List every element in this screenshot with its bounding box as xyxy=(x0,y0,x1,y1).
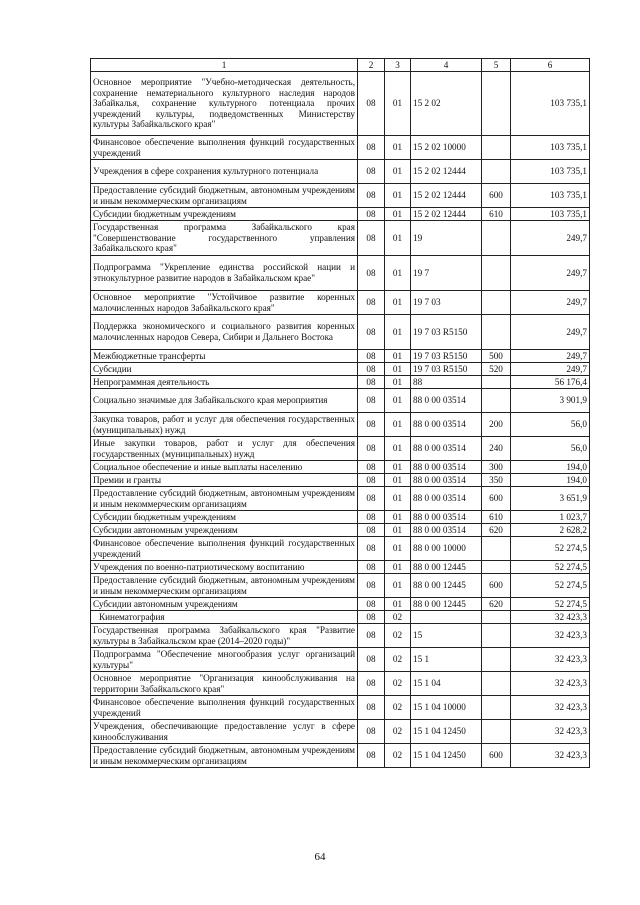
cell-amount: 103 735,1 xyxy=(511,72,590,136)
table-row xyxy=(91,184,590,208)
cell-amount: 32 423,3 xyxy=(511,720,590,744)
cell-target-article: 88 0 00 03514 xyxy=(411,389,482,413)
table-row xyxy=(91,363,590,376)
table-row xyxy=(91,376,590,389)
cell-subsection: 01 xyxy=(385,474,411,487)
cell-section: 08 xyxy=(358,413,385,437)
column-header-3: 3 xyxy=(385,59,411,72)
cell-target-article: 88 0 00 12445 xyxy=(411,561,482,574)
cell-target-article: 15 1 04 12450 xyxy=(411,720,482,744)
cell-amount: 32 423,3 xyxy=(511,611,590,624)
cell-expense-type xyxy=(482,136,511,160)
cell-expense-type: 350 xyxy=(482,474,511,487)
table-row xyxy=(91,720,590,744)
cell-expense-type xyxy=(482,160,511,184)
cell-amount: 3 901,9 xyxy=(511,389,590,413)
table-row xyxy=(91,315,590,350)
cell-name: Финансовое обеспечение выполнения функций государственных учреждений xyxy=(91,696,358,720)
cell-subsection: 01 xyxy=(385,72,411,136)
cell-target-article: 88 0 00 03514 xyxy=(411,511,482,524)
cell-expense-type: 300 xyxy=(482,461,511,474)
cell-name: Кинематография xyxy=(91,611,358,624)
cell-expense-type xyxy=(482,624,511,648)
cell-name: Непрограммная деятельность xyxy=(91,376,358,389)
cell-expense-type: 200 xyxy=(482,413,511,437)
cell-amount: 249,7 xyxy=(511,363,590,376)
cell-name: Субсидии автономным учреждениям xyxy=(91,524,358,537)
cell-name: Социальное обеспечение и иные выплаты населению xyxy=(91,461,358,474)
cell-expense-type: 620 xyxy=(482,598,511,611)
cell-section: 08 xyxy=(358,363,385,376)
cell-expense-type: 600 xyxy=(482,184,511,208)
table-row xyxy=(91,648,590,672)
cell-subsection: 01 xyxy=(385,350,411,363)
cell-section: 08 xyxy=(358,487,385,511)
cell-expense-type xyxy=(482,696,511,720)
cell-section: 08 xyxy=(358,256,385,291)
cell-section: 08 xyxy=(358,136,385,160)
cell-section: 08 xyxy=(358,160,385,184)
column-header-6: 6 xyxy=(511,59,590,72)
cell-section: 08 xyxy=(358,184,385,208)
column-header-2: 2 xyxy=(358,59,385,72)
cell-section: 08 xyxy=(358,350,385,363)
cell-name: Учреждения, обеспечивающие предоставление услуг в сфере кинообслуживания xyxy=(91,720,358,744)
table-row xyxy=(91,291,590,315)
table-row xyxy=(91,208,590,221)
cell-target-article: 15 1 04 10000 xyxy=(411,696,482,720)
cell-target-article: 15 2 02 10000 xyxy=(411,136,482,160)
cell-target-article: 88 xyxy=(411,376,482,389)
cell-amount: 103 735,1 xyxy=(511,184,590,208)
cell-expense-type: 520 xyxy=(482,363,511,376)
cell-subsection: 01 xyxy=(385,136,411,160)
table-row xyxy=(91,350,590,363)
table-row xyxy=(91,537,590,561)
cell-name: Субсидии xyxy=(91,363,358,376)
cell-amount: 249,7 xyxy=(511,350,590,363)
cell-amount: 56,0 xyxy=(511,413,590,437)
table-row xyxy=(91,487,590,511)
cell-amount: 56 176,4 xyxy=(511,376,590,389)
cell-section: 08 xyxy=(358,744,385,768)
table-row xyxy=(91,598,590,611)
table-row xyxy=(91,461,590,474)
cell-section: 08 xyxy=(358,437,385,461)
cell-subsection: 01 xyxy=(385,413,411,437)
cell-expense-type: 620 xyxy=(482,524,511,537)
cell-subsection: 01 xyxy=(385,184,411,208)
cell-target-article: 19 7 03 R5150 xyxy=(411,363,482,376)
cell-expense-type xyxy=(482,648,511,672)
table-row xyxy=(91,624,590,648)
cell-expense-type xyxy=(482,291,511,315)
cell-section: 08 xyxy=(358,672,385,696)
cell-name: Межбюджетные трансферты xyxy=(91,350,358,363)
cell-target-article: 15 2 02 xyxy=(411,72,482,136)
cell-target-article: 88 0 00 12445 xyxy=(411,598,482,611)
table-row xyxy=(91,437,590,461)
table-body xyxy=(91,72,590,768)
table-row xyxy=(91,413,590,437)
cell-expense-type xyxy=(482,561,511,574)
cell-expense-type xyxy=(482,221,511,256)
cell-subsection: 02 xyxy=(385,648,411,672)
cell-expense-type xyxy=(482,389,511,413)
cell-section: 08 xyxy=(358,574,385,598)
cell-name: Учреждения в сфере сохранения культурного потенциала xyxy=(91,160,358,184)
table-row xyxy=(91,611,590,624)
cell-target-article: 88 0 00 03514 xyxy=(411,461,482,474)
cell-subsection: 02 xyxy=(385,744,411,768)
cell-target-article: 15 xyxy=(411,624,482,648)
cell-name: Государственная программа Забайкальского края "Развитие культуры в Забайкальском крае (2014–2020 годы)" xyxy=(91,624,358,648)
cell-subsection: 01 xyxy=(385,376,411,389)
cell-section: 08 xyxy=(358,221,385,256)
table-row xyxy=(91,221,590,256)
cell-name: Субсидии бюджетным учреждениям xyxy=(91,511,358,524)
cell-name: Поддержка экономического и социального развития коренных малочисленных народов Севера, Сибири и Дальнего Востока xyxy=(91,315,358,350)
cell-expense-type xyxy=(482,672,511,696)
table-row xyxy=(91,136,590,160)
cell-amount: 194,0 xyxy=(511,474,590,487)
cell-amount: 52 274,5 xyxy=(511,574,590,598)
cell-target-article xyxy=(411,611,482,624)
cell-section: 08 xyxy=(358,376,385,389)
cell-expense-type xyxy=(482,720,511,744)
cell-name: Премии и гранты xyxy=(91,474,358,487)
cell-target-article: 88 0 00 03514 xyxy=(411,524,482,537)
cell-subsection: 02 xyxy=(385,624,411,648)
cell-subsection: 01 xyxy=(385,208,411,221)
cell-subsection: 01 xyxy=(385,256,411,291)
page-number: 64 xyxy=(314,851,326,863)
cell-name: Основное мероприятие "Учебно-методическая деятельность, сохранение нематериального культурного наследия народов Забайкалья, сохранение культурного потенциала прочих учреждений культуры, подведомственных Министерству культуры Забайкальского края" xyxy=(91,72,358,136)
cell-target-article: 15 1 04 xyxy=(411,672,482,696)
cell-expense-type xyxy=(482,315,511,350)
cell-amount: 3 651,9 xyxy=(511,487,590,511)
cell-target-article: 88 0 00 03514 xyxy=(411,487,482,511)
cell-amount: 52 274,5 xyxy=(511,537,590,561)
column-header-1: 1 xyxy=(91,59,358,72)
cell-amount: 103 735,1 xyxy=(511,136,590,160)
cell-expense-type xyxy=(482,611,511,624)
cell-target-article: 15 2 02 12444 xyxy=(411,184,482,208)
table-row xyxy=(91,389,590,413)
table-row xyxy=(91,672,590,696)
cell-section: 08 xyxy=(358,208,385,221)
cell-name: Подпрограмма "Укрепление единства российской нации и этнокультурное развитие народов в Забайкальском крае" xyxy=(91,256,358,291)
cell-target-article: 88 0 00 03514 xyxy=(411,413,482,437)
cell-name: Финансовое обеспечение выполнения функций государственных учреждений xyxy=(91,537,358,561)
cell-amount: 249,7 xyxy=(511,291,590,315)
cell-target-article: 88 0 00 10000 xyxy=(411,537,482,561)
cell-target-article: 15 2 02 12444 xyxy=(411,208,482,221)
cell-subsection: 01 xyxy=(385,291,411,315)
cell-subsection: 02 xyxy=(385,720,411,744)
table-header xyxy=(91,59,590,72)
cell-amount: 56,0 xyxy=(511,437,590,461)
cell-subsection: 01 xyxy=(385,221,411,256)
cell-target-article: 19 7 03 xyxy=(411,291,482,315)
cell-name: Предоставление субсидий бюджетным, автономным учреждениям и иным некоммерческим организациям xyxy=(91,184,358,208)
cell-section: 08 xyxy=(358,696,385,720)
cell-target-article: 88 0 00 12445 xyxy=(411,574,482,598)
cell-section: 08 xyxy=(358,511,385,524)
cell-subsection: 02 xyxy=(385,696,411,720)
header-row xyxy=(91,59,590,72)
cell-amount: 2 628,2 xyxy=(511,524,590,537)
cell-expense-type: 610 xyxy=(482,511,511,524)
cell-subsection: 02 xyxy=(385,611,411,624)
cell-section: 08 xyxy=(358,537,385,561)
cell-subsection: 01 xyxy=(385,461,411,474)
cell-name: Социально значимые для Забайкальского края мероприятия xyxy=(91,389,358,413)
cell-name: Основное мероприятие "Организация кинообслуживания на территории Забайкальского края" xyxy=(91,672,358,696)
cell-name: Предоставление субсидий бюджетным, автономным учреждениям и иным некоммерческим организациям xyxy=(91,744,358,768)
cell-target-article: 15 2 02 12444 xyxy=(411,160,482,184)
cell-expense-type xyxy=(482,537,511,561)
cell-name: Иные закупки товаров, работ и услуг для обеспечения государственных (муниципальных) нужд xyxy=(91,437,358,461)
cell-target-article: 19 7 03 R5150 xyxy=(411,350,482,363)
cell-section: 08 xyxy=(358,291,385,315)
cell-subsection: 01 xyxy=(385,363,411,376)
cell-expense-type: 600 xyxy=(482,744,511,768)
cell-section: 08 xyxy=(358,561,385,574)
cell-subsection: 01 xyxy=(385,561,411,574)
cell-subsection: 01 xyxy=(385,389,411,413)
table-row xyxy=(91,160,590,184)
cell-subsection: 01 xyxy=(385,598,411,611)
budget-table xyxy=(90,58,590,768)
cell-target-article: 15 1 xyxy=(411,648,482,672)
cell-name: Субсидии бюджетным учреждениям xyxy=(91,208,358,221)
cell-expense-type xyxy=(482,72,511,136)
cell-name: Субсидии автономным учреждениям xyxy=(91,598,358,611)
cell-amount: 249,7 xyxy=(511,315,590,350)
cell-amount: 32 423,3 xyxy=(511,648,590,672)
cell-section: 08 xyxy=(358,461,385,474)
cell-expense-type: 610 xyxy=(482,208,511,221)
cell-expense-type: 500 xyxy=(482,350,511,363)
cell-amount: 52 274,5 xyxy=(511,598,590,611)
column-header-4: 4 xyxy=(411,59,482,72)
cell-section: 08 xyxy=(358,720,385,744)
cell-section: 08 xyxy=(358,648,385,672)
cell-subsection: 01 xyxy=(385,574,411,598)
table-row xyxy=(91,524,590,537)
cell-name: Предоставление субсидий бюджетным, автономным учреждениям и иным некоммерческим организациям xyxy=(91,574,358,598)
cell-name: Основное мероприятие "Устойчивое развитие коренных малочисленных народов Забайкальского края" xyxy=(91,291,358,315)
table-row xyxy=(91,72,590,136)
cell-subsection: 01 xyxy=(385,160,411,184)
cell-amount: 103 735,1 xyxy=(511,160,590,184)
cell-name: Финансовое обеспечение выполнения функций государственных учреждений xyxy=(91,136,358,160)
cell-name: Учреждения по военно-патриотическому воспитанию xyxy=(91,561,358,574)
cell-subsection: 01 xyxy=(385,511,411,524)
cell-amount: 103 735,1 xyxy=(511,208,590,221)
cell-amount: 194,0 xyxy=(511,461,590,474)
cell-expense-type: 600 xyxy=(482,574,511,598)
column-header-5: 5 xyxy=(482,59,511,72)
table-row xyxy=(91,474,590,487)
cell-amount: 52 274,5 xyxy=(511,561,590,574)
cell-section: 08 xyxy=(358,72,385,136)
cell-section: 08 xyxy=(358,315,385,350)
cell-amount: 1 023,7 xyxy=(511,511,590,524)
table-row xyxy=(91,696,590,720)
cell-section: 08 xyxy=(358,524,385,537)
cell-expense-type xyxy=(482,256,511,291)
cell-amount: 32 423,3 xyxy=(511,696,590,720)
cell-amount: 32 423,3 xyxy=(511,672,590,696)
cell-target-article: 19 xyxy=(411,221,482,256)
cell-target-article: 88 0 00 03514 xyxy=(411,474,482,487)
cell-amount: 249,7 xyxy=(511,256,590,291)
cell-subsection: 01 xyxy=(385,437,411,461)
cell-target-article: 19 7 xyxy=(411,256,482,291)
cell-target-article: 15 1 04 12450 xyxy=(411,744,482,768)
cell-subsection: 01 xyxy=(385,537,411,561)
cell-amount: 32 423,3 xyxy=(511,744,590,768)
cell-subsection: 02 xyxy=(385,672,411,696)
cell-section: 08 xyxy=(358,624,385,648)
cell-subsection: 01 xyxy=(385,487,411,511)
cell-section: 08 xyxy=(358,474,385,487)
cell-expense-type: 240 xyxy=(482,437,511,461)
cell-target-article: 19 7 03 R5150 xyxy=(411,315,482,350)
cell-section: 08 xyxy=(358,389,385,413)
cell-subsection: 01 xyxy=(385,524,411,537)
cell-name: Закупка товаров, работ и услуг для обеспечения государственных (муниципальных) нужд xyxy=(91,413,358,437)
cell-expense-type: 600 xyxy=(482,487,511,511)
cell-section: 08 xyxy=(358,598,385,611)
cell-amount: 249,7 xyxy=(511,221,590,256)
cell-section: 08 xyxy=(358,611,385,624)
table-row xyxy=(91,744,590,768)
cell-name: Предоставление субсидий бюджетным, автономным учреждениям и иным некоммерческим организациям xyxy=(91,487,358,511)
table-row xyxy=(91,511,590,524)
cell-subsection: 01 xyxy=(385,315,411,350)
table-row xyxy=(91,561,590,574)
cell-name: Государственная программа Забайкальского края "Совершенствование государственного управления Забайкальского края" xyxy=(91,221,358,256)
cell-amount: 32 423,3 xyxy=(511,624,590,648)
table-row xyxy=(91,574,590,598)
cell-expense-type xyxy=(482,376,511,389)
cell-name: Подпрограмма "Обеспечение многообразия услуг организаций культуры" xyxy=(91,648,358,672)
cell-target-article: 88 0 00 03514 xyxy=(411,437,482,461)
table-row xyxy=(91,256,590,291)
